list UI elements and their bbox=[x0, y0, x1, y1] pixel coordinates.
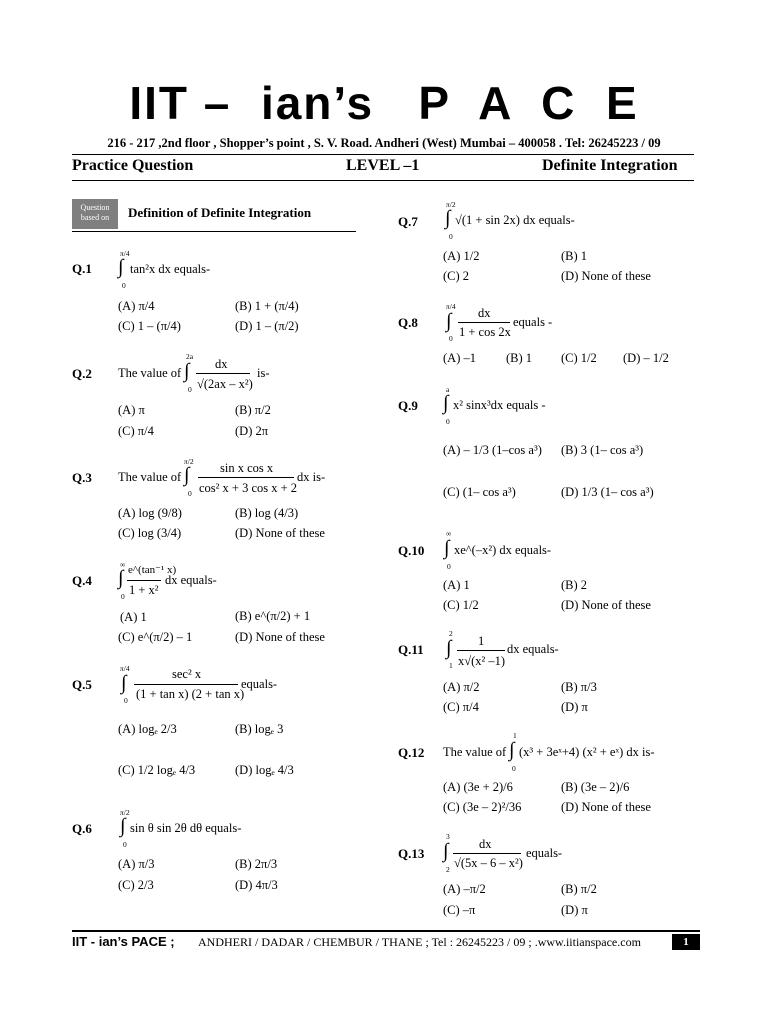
fraction-denominator: x√(x² –1) bbox=[458, 654, 506, 668]
option-b: (B) π/3 bbox=[561, 680, 597, 694]
upper-limit: π/2 bbox=[120, 808, 130, 817]
option-c: (C) π/4 bbox=[118, 424, 154, 438]
option-d: (D) π bbox=[561, 700, 588, 714]
integral-sign: ∫ bbox=[443, 840, 449, 862]
header-rule-top bbox=[72, 154, 694, 155]
fraction-bar bbox=[134, 684, 238, 685]
upper-limit: π/4 bbox=[120, 249, 130, 258]
question-expression: sin θ sin 2θ dθ equals- bbox=[130, 821, 242, 835]
question-suffix: dx equals- bbox=[507, 642, 559, 656]
header-topic: Definite Integration bbox=[542, 157, 678, 174]
integral-sign: ∫ bbox=[446, 310, 452, 332]
footer-contact: ANDHERI / DADAR / CHEMBUR / THANE ; Tel : 26245223 / 09 ; .www.iitianspace.com bbox=[198, 935, 641, 949]
option-d: (D) 4π/3 bbox=[235, 878, 278, 892]
option-c: (C) π/4 bbox=[443, 700, 479, 714]
fraction-denominator: √(5x – 6 – x²) bbox=[454, 856, 523, 870]
footer-rule bbox=[72, 930, 700, 932]
option-d: (D) None of these bbox=[561, 800, 651, 814]
upper-limit: 3 bbox=[446, 832, 450, 841]
fraction-bar bbox=[458, 322, 510, 323]
option-b: (B) π/2 bbox=[235, 403, 271, 417]
question-number: Q.3 bbox=[72, 470, 92, 485]
fraction-denominator: √(2ax – x²) bbox=[197, 377, 253, 391]
upper-limit: 2 bbox=[449, 629, 453, 638]
address-line: 216 - 217 ,2nd floor , Shopper’s point , S. V. Road. Andheri (West) Mumbai – 400058 . Tel: 26245223 / 09 bbox=[107, 136, 661, 150]
option-a: (A) –1 bbox=[443, 351, 476, 365]
integral-sign: ∫ bbox=[120, 815, 126, 837]
brand-title: IIT – ian’s P A C E bbox=[129, 77, 639, 129]
fraction-numerator: sec² x bbox=[172, 667, 202, 681]
integral-sign: ∫ bbox=[121, 672, 127, 694]
option-b: (B) π/2 bbox=[561, 882, 597, 896]
lower-limit: 0 bbox=[188, 385, 192, 394]
question-expression: xe^(–x²) dx equals- bbox=[454, 543, 552, 557]
option-b: (B) 2π/3 bbox=[235, 857, 278, 871]
option-a: (A) (3e + 2)/6 bbox=[443, 780, 513, 794]
option-c: (C) (3e – 2)²/36 bbox=[443, 800, 522, 814]
option-d: (D) None of these bbox=[561, 598, 651, 612]
upper-limit: 2a bbox=[186, 352, 194, 361]
option-a: (A) – 1/3 (1–cos a³) bbox=[443, 443, 542, 457]
fraction-bar bbox=[453, 853, 521, 854]
upper-limit: π/4 bbox=[120, 664, 130, 673]
option-c: (C) e^(π/2) – 1 bbox=[118, 630, 193, 644]
option-a: (A) 1 bbox=[443, 578, 470, 592]
question-number: Q.7 bbox=[398, 214, 418, 229]
option-d: (D) 1/3 (1– cos a³) bbox=[561, 485, 654, 499]
integral-sign: ∫ bbox=[446, 637, 452, 659]
question-number: Q.2 bbox=[72, 366, 92, 381]
lower-limit: 0 bbox=[447, 562, 451, 571]
question-number: Q.10 bbox=[398, 543, 425, 558]
option-b: (B) 2 bbox=[561, 578, 588, 592]
lower-limit: 1 bbox=[449, 661, 453, 670]
fraction-numerator: e^(tan⁻¹ x) bbox=[128, 564, 177, 576]
fraction-numerator: dx bbox=[479, 837, 492, 851]
question-number: Q.9 bbox=[398, 398, 418, 413]
question-number: Q.6 bbox=[72, 821, 92, 836]
option-d: (D) 2π bbox=[235, 424, 269, 438]
option-c: (C) (1– cos a³) bbox=[443, 485, 516, 499]
question-suffix: equals- bbox=[241, 677, 278, 691]
option-a: (A) π/2 bbox=[443, 680, 480, 694]
option-a: (A) π bbox=[118, 403, 145, 417]
question-suffix: equals - bbox=[513, 315, 553, 329]
question-suffix: dx equals- bbox=[165, 573, 217, 587]
lower-limit: 0 bbox=[449, 334, 453, 343]
option-d: (D) logₑ 4/3 bbox=[235, 763, 294, 777]
fraction-numerator: sin x cos x bbox=[220, 461, 274, 475]
option-a: (A) 1 bbox=[120, 610, 147, 624]
lower-limit: 0 bbox=[512, 764, 516, 773]
option-b: (B) logₑ 3 bbox=[235, 722, 284, 736]
page-number: 1 bbox=[672, 934, 700, 950]
option-b: (B) 1 bbox=[506, 351, 533, 365]
question-suffix: is- bbox=[257, 366, 270, 380]
option-c: (C) 1/2 logₑ 4/3 bbox=[118, 763, 196, 777]
option-d: (D) None of these bbox=[561, 269, 651, 283]
integral-sign: ∫ bbox=[443, 392, 449, 414]
question-expression: tan²x dx equals- bbox=[130, 262, 211, 276]
option-b: (B) log (4/3) bbox=[235, 506, 299, 520]
integral-sign: ∫ bbox=[118, 567, 124, 589]
option-c: (C) 1/2 bbox=[443, 598, 479, 612]
option-d: (D) 1 – (π/2) bbox=[235, 319, 299, 333]
integral-sign: ∫ bbox=[184, 360, 190, 382]
header-rule-bottom bbox=[72, 180, 694, 181]
question-number: Q.4 bbox=[72, 573, 92, 588]
option-a: (A) π/4 bbox=[118, 299, 155, 313]
upper-limit: a bbox=[446, 385, 450, 394]
topic-badge: Question based on bbox=[72, 199, 118, 229]
question-suffix: dx is- bbox=[297, 470, 326, 484]
fraction-denominator: 1 + cos 2x bbox=[459, 325, 511, 339]
upper-limit: π/2 bbox=[184, 457, 194, 466]
option-b: (B) 1 bbox=[561, 249, 588, 263]
option-c: (C) 2 bbox=[443, 269, 470, 283]
question-prefix: The value of bbox=[443, 745, 507, 759]
question-expression: √(1 + sin 2x) dx equals- bbox=[455, 213, 575, 227]
question-number: Q.8 bbox=[398, 315, 418, 330]
option-c: (C) –π bbox=[443, 903, 476, 917]
option-c: (C) log (3/4) bbox=[118, 526, 182, 540]
fraction-denominator: (1 + tan x) (2 + tan x) bbox=[136, 687, 245, 701]
option-b: (B) 1 + (π/4) bbox=[235, 299, 299, 313]
option-c: (C) 2/3 bbox=[118, 878, 154, 892]
upper-limit: ∞ bbox=[446, 529, 452, 538]
topic-title: Definition of Definite Integration bbox=[128, 205, 312, 220]
lower-limit: 0 bbox=[121, 592, 125, 601]
fraction-numerator: dx bbox=[215, 357, 228, 371]
question-number: Q.13 bbox=[398, 846, 425, 861]
option-b: (B) 3 (1– cos a³) bbox=[561, 443, 644, 457]
fraction-bar bbox=[457, 650, 505, 651]
fraction-bar bbox=[127, 580, 161, 581]
upper-limit: 1 bbox=[513, 731, 517, 740]
upper-limit: π/4 bbox=[446, 302, 456, 311]
fraction-denominator: cos² x + 3 cos x + 2 bbox=[199, 481, 298, 495]
topic-rule bbox=[72, 231, 356, 232]
option-d: (D) None of these bbox=[235, 526, 325, 540]
question-expression: (x³ + 3eˣ+4) (x² + eˣ) dx is- bbox=[519, 745, 655, 759]
option-b: (B) e^(π/2) + 1 bbox=[235, 609, 311, 623]
lower-limit: 0 bbox=[124, 696, 128, 705]
option-a: (A) –π/2 bbox=[443, 882, 486, 896]
fraction-numerator: 1 bbox=[478, 634, 485, 648]
lower-limit: 2 bbox=[446, 865, 450, 874]
lower-limit: 0 bbox=[188, 489, 192, 498]
question-number: Q.11 bbox=[398, 642, 424, 657]
footer-brand: IIT - ian’s PACE ; bbox=[72, 934, 175, 949]
integral-sign: ∫ bbox=[445, 207, 451, 229]
option-d: (D) – 1/2 bbox=[623, 351, 669, 365]
header-left: Practice Question bbox=[72, 157, 194, 174]
upper-limit: π/2 bbox=[446, 200, 456, 209]
option-d: (D) None of these bbox=[235, 630, 325, 644]
lower-limit: 0 bbox=[446, 417, 450, 426]
integral-sign: ∫ bbox=[509, 739, 515, 761]
question-number: Q.12 bbox=[398, 745, 425, 760]
option-a: (A) log (9/8) bbox=[118, 506, 182, 520]
fraction-denominator: 1 + x² bbox=[129, 583, 159, 597]
fraction-bar bbox=[198, 477, 294, 478]
lower-limit: 0 bbox=[449, 232, 453, 241]
option-a: (A) 1/2 bbox=[443, 249, 480, 263]
integral-sign: ∫ bbox=[118, 256, 124, 278]
upper-limit: ∞ bbox=[120, 560, 126, 569]
option-a: (A) π/3 bbox=[118, 857, 155, 871]
question-suffix: equals- bbox=[526, 846, 563, 860]
question-prefix: The value of bbox=[118, 366, 182, 380]
option-d: (D) π bbox=[561, 903, 588, 917]
lower-limit: 0 bbox=[122, 281, 126, 290]
option-c: (C) 1/2 bbox=[561, 351, 597, 365]
question-expression: x² sinx³dx equals - bbox=[453, 398, 546, 412]
fraction-bar bbox=[196, 373, 250, 374]
integral-sign: ∫ bbox=[444, 537, 450, 559]
option-c: (C) 1 – (π/4) bbox=[118, 319, 181, 333]
lower-limit: 0 bbox=[123, 840, 127, 849]
question-number: Q.1 bbox=[72, 261, 92, 276]
question-number: Q.5 bbox=[72, 677, 92, 692]
fraction-numerator: dx bbox=[478, 306, 491, 320]
option-b: (B) (3e – 2)/6 bbox=[561, 780, 630, 794]
header-level: LEVEL –1 bbox=[346, 157, 420, 174]
integral-sign: ∫ bbox=[184, 464, 190, 486]
question-prefix: The value of bbox=[118, 470, 182, 484]
option-a: (A) logₑ 2/3 bbox=[118, 722, 177, 736]
